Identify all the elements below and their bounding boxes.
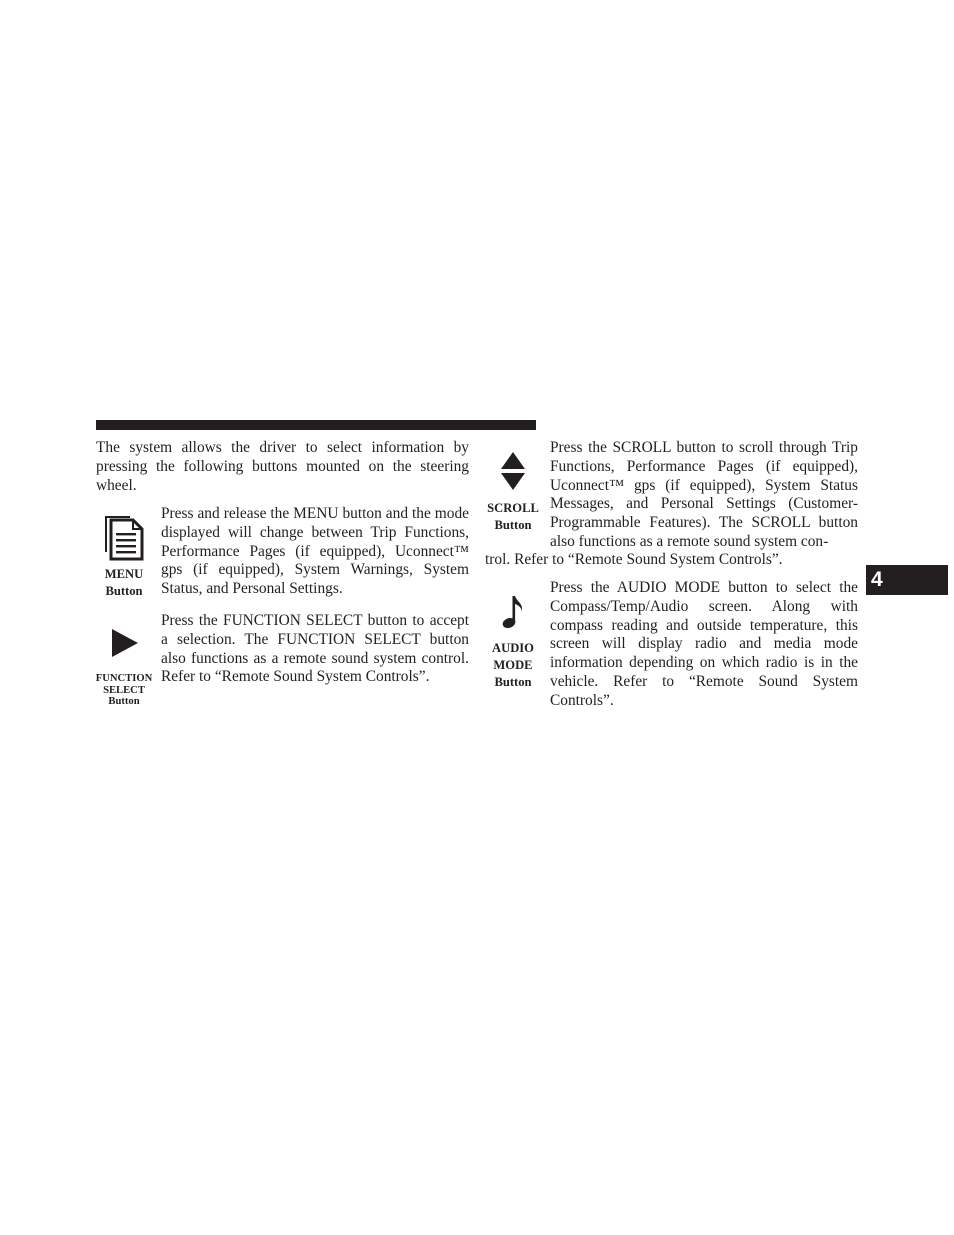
up-down-arrows-icon [499,450,527,492]
audio-mode-caption: AUDIO MODE Button [492,641,534,689]
music-note-icon [500,594,528,630]
chapter-tab: 4 [866,565,948,595]
menu-caption: MENU Button [104,567,144,598]
audio-mode-description: Press the AUDIO MODE button to select the Compass/Temp/Audio screen. Along with compass reading and outside temperature, this screen will display radio and media mode information depending on which radio is in the vehicle. Refer to “Remote Sound System Controls”. [550,579,858,709]
intro-paragraph: The system allows the driver to select information by pressing the following buttons mounted on the steering wheel. [96,439,469,494]
play-arrow-icon [110,627,140,659]
scroll-description: Press the SCROLL button to scroll through Trip Functions, Performance Pages (if equipped), Uconnect™ gps (if equipped), System Status Messages, and Personal Settings (Customer-Programmable Features). The SCROLL button also functions as a remote sound system con- [550,439,858,550]
menu-description: Press and release the MENU button and the mode displayed will change between Trip Functions, Performance Pages (if equipped), Uconnect™ gps (if equipped), System Warnings, System Status, and Personal Settings. [161,505,469,598]
section-rule [96,420,536,430]
function-select-description: Press the FUNCTION SELECT button to accept a selection. The FUNCTION SELECT button also functions as a remote sound system control. Refer to “Remote Sound System Controls”. [161,612,469,686]
menu-pages-icon [100,512,150,562]
function-select-caption: FUNCTION SELECT Button [95,673,153,707]
scroll-description-continued: trol. Refer to “Remote Sound System Controls”. [485,551,783,568]
scroll-caption: SCROLL Button [487,501,539,532]
